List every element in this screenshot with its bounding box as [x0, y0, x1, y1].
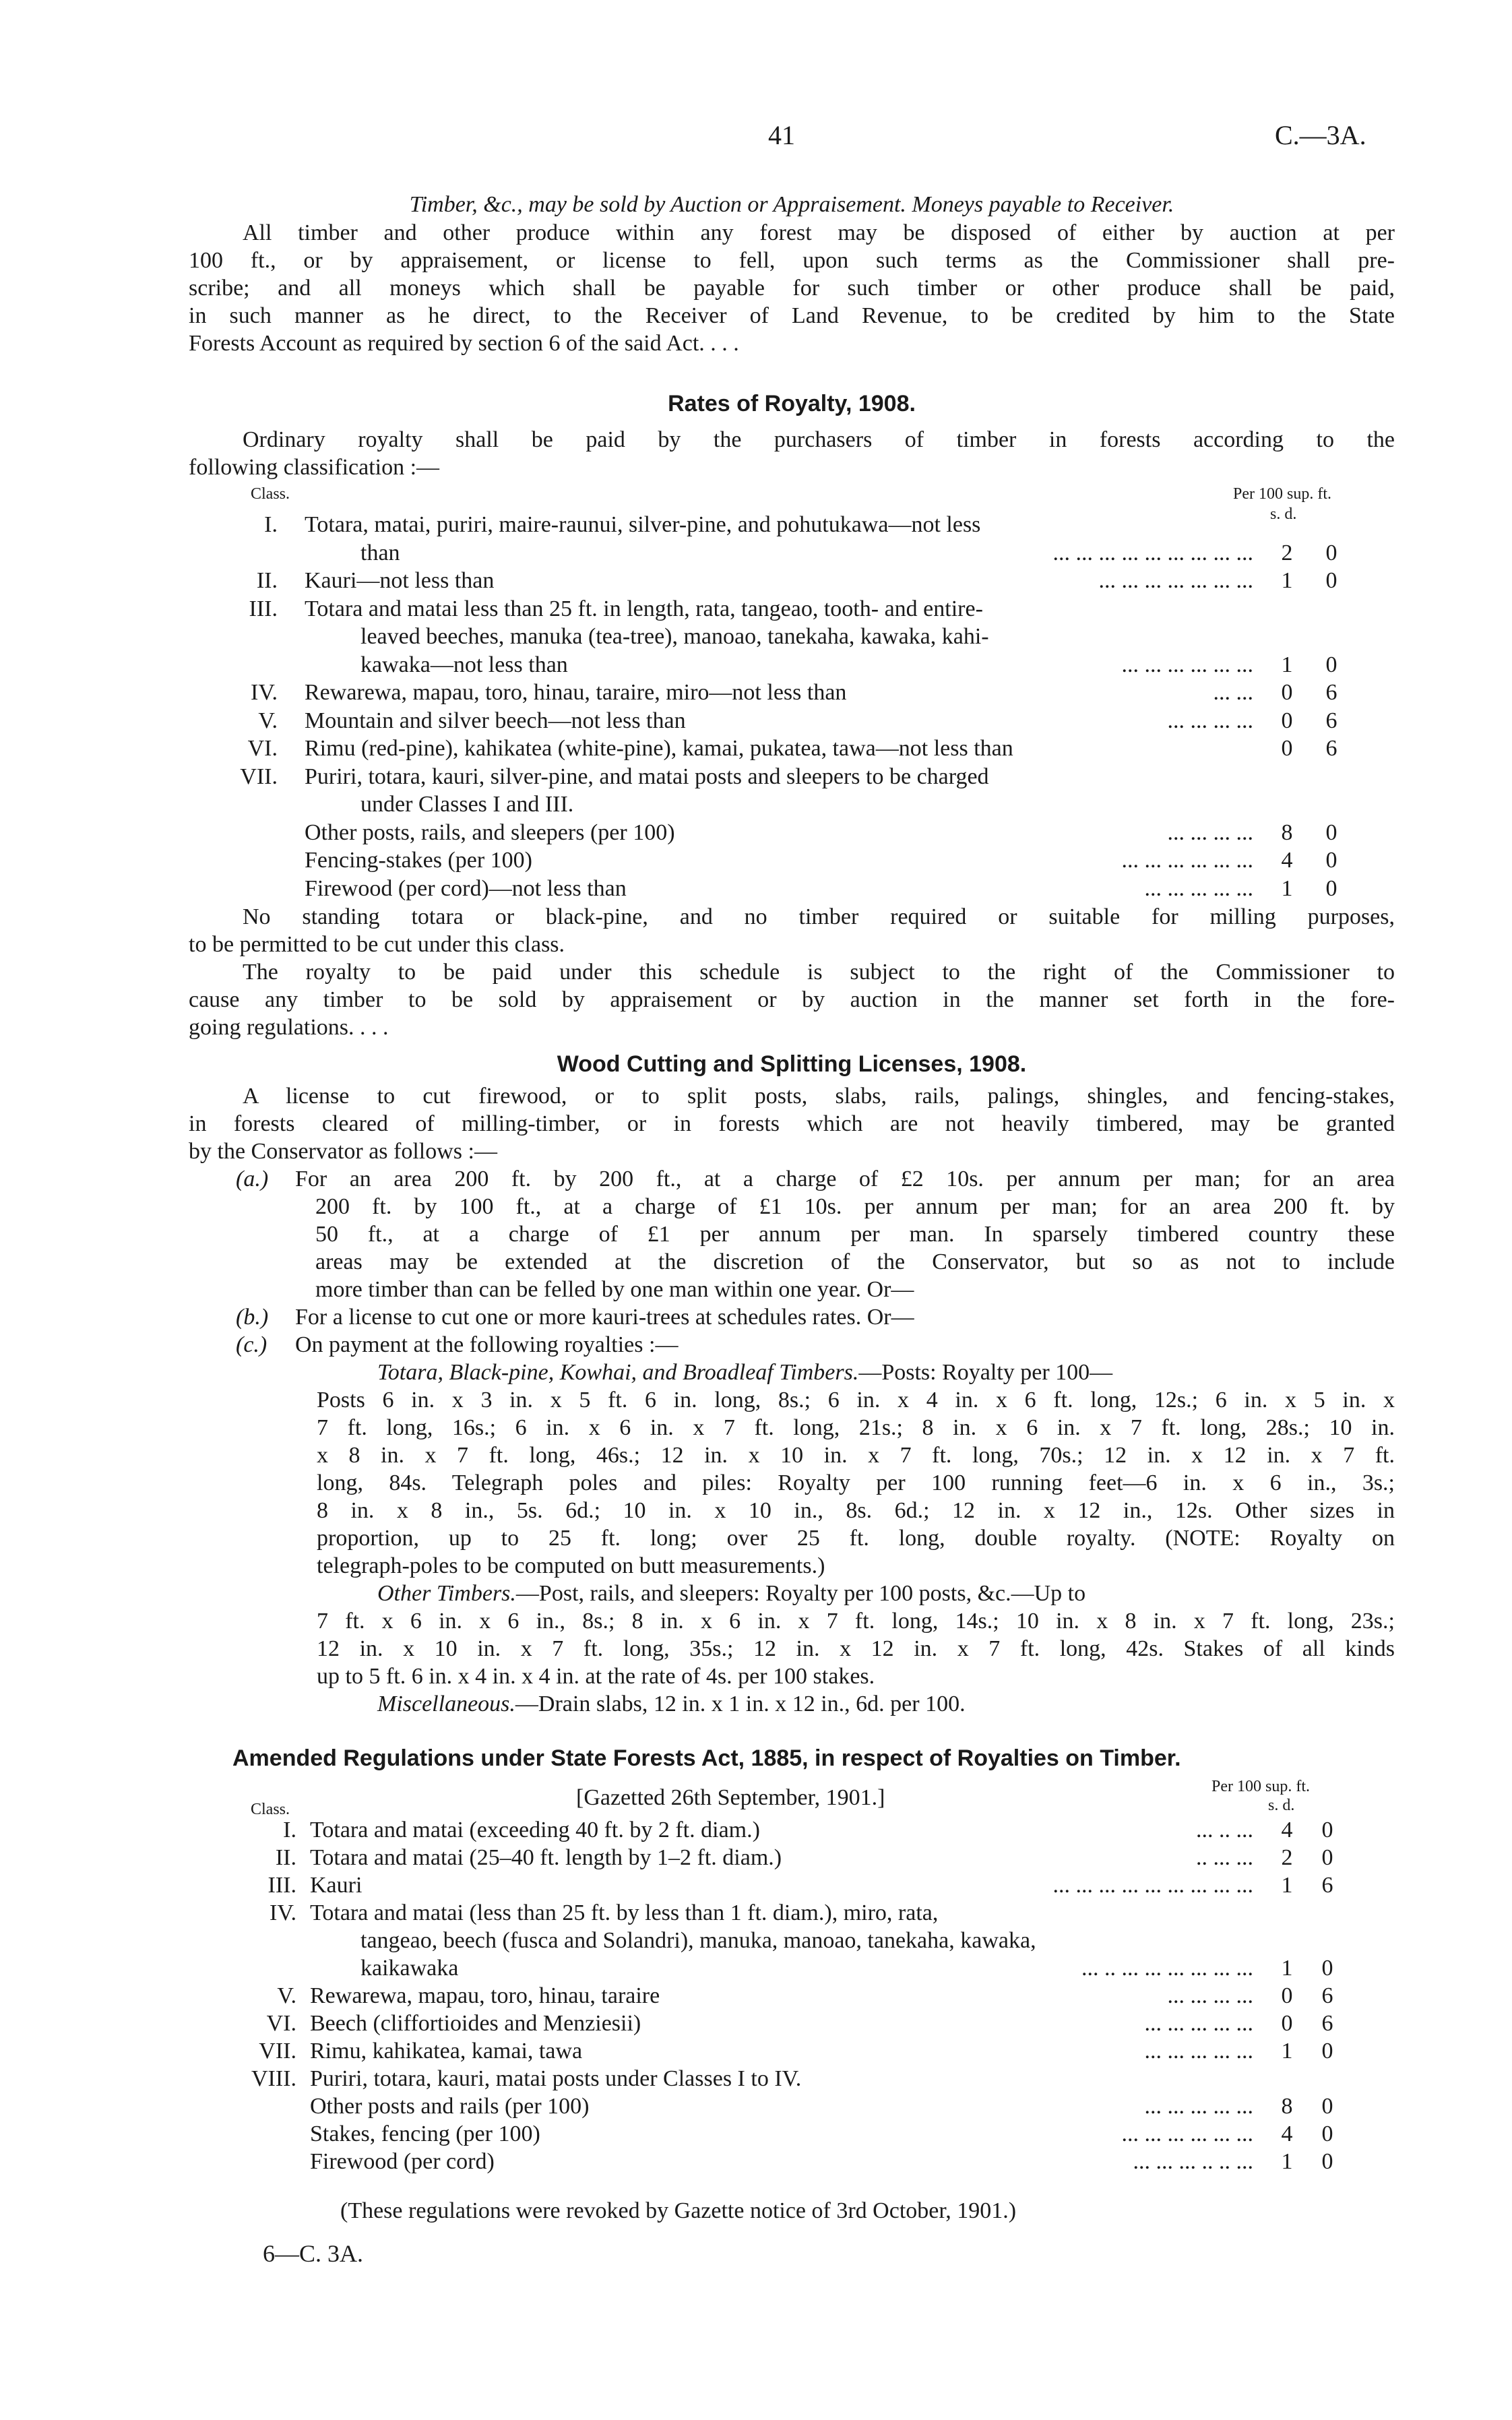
leader-dots: ... ... ... ... ...: [1144, 2011, 1253, 2036]
leader-dots: ... .. ...: [1196, 1818, 1253, 1842]
shillings-value: 0: [1281, 708, 1293, 733]
class-description: leaved beeches, manuka (tea-tree), manoao, tanekaha, kawaka, kahi-: [360, 624, 989, 649]
pence-value: 0: [1321, 2039, 1333, 2064]
class-column-label: Class.: [251, 1801, 290, 1818]
class-column-label: Class.: [251, 485, 290, 503]
pence-value: 6: [1325, 680, 1337, 705]
gazetted-date: [Gazetted 26th September, 1901.]: [576, 1785, 885, 1810]
paragraph-line: long, 84s. Telegraph poles and piles: Royalty per 100 running feet—6 in. x 6 in., 3s.;: [317, 1470, 1395, 1495]
leader-dots: ... ... ... ... ...: [1144, 2094, 1253, 2119]
leader-dots: .. ... ...: [1196, 1845, 1253, 1870]
footer-reference: 6—C. 3A.: [263, 2240, 364, 2267]
wood-cutting-title: Wood Cutting and Splitting Licenses, 1908.: [557, 1051, 1027, 1077]
per-column-label: Per 100 sup. ft.: [1211, 1778, 1310, 1795]
leader-dots: ... ... ... ... ...: [1144, 875, 1253, 901]
revoked-note: (These regulations were revoked by Gazette notice of 3rd October, 1901.): [340, 2198, 1017, 2223]
miscellaneous-heading: Miscellaneous.: [377, 1692, 515, 1716]
paragraph-line: Ordinary royalty shall be paid by the purchasers of timber in forests according to the: [243, 427, 1395, 452]
class-number: VII.: [259, 2039, 296, 2064]
paragraph-line: proportion, up to 25 ft. long; over 25 ft. long, double royalty. (NOTE: Royalty on: [317, 1526, 1395, 1551]
extra-item-label: Other posts and rails (per 100): [310, 2094, 590, 2119]
paragraph-line: scribe; and all moneys which shall be payable for such timber or other produce shall be paid,: [189, 276, 1395, 301]
paragraph-line: in forests cleared of milling-timber, or in forests which are not heavily timbered, may be granted: [189, 1111, 1395, 1136]
pence-value: 0: [1321, 1956, 1333, 1981]
royalty-paragraph: [189, 958, 1395, 1041]
rates-title: Rates of Royalty, 1908.: [668, 391, 916, 416]
shillings-value: 1: [1281, 875, 1293, 901]
pence-value: 6: [1321, 2011, 1333, 2036]
class-description: than: [360, 540, 400, 565]
class-description: Totara and matai (exceeding 40 ft. by 2 ft. diam.): [310, 1818, 760, 1842]
shillings-value: 0: [1281, 736, 1293, 761]
paragraph-line: x 8 in. x 7 ft. long, 46s.; 12 in. x 10 in. x 7 ft. long, 70s.; 12 in. x 12 in. x 7 ft.: [317, 1443, 1395, 1468]
class-number: VI.: [247, 736, 278, 761]
paragraph-line: Forests Account as required by section 6 of the said Act. . . .: [189, 331, 739, 356]
paragraph-line: to be permitted to be cut under this class.: [189, 932, 565, 957]
class-number: VIII.: [251, 2066, 296, 2091]
page-number: 41: [768, 120, 795, 150]
other-timbers-first-line: —Post, rails, and sleepers: Royalty per 100 posts, &c.—Up to: [515, 1581, 1086, 1606]
class-number: VI.: [266, 2011, 296, 2036]
extra-item-label: Firewood (per cord)—not less than: [305, 875, 627, 901]
shillings-value: 2: [1281, 540, 1293, 565]
class-description: Rimu, kahikatea, kamai, tawa: [310, 2039, 583, 2064]
pence-value: 0: [1325, 819, 1337, 845]
paragraph-line: 12 in. x 10 in. x 7 ft. long, 35s.; 12 in. x 12 in. x 7 ft. long, 42s. Stakes of all kinds: [317, 1636, 1395, 1661]
class-number: IV.: [270, 1900, 296, 1925]
shillings-value: 0: [1281, 680, 1293, 705]
class-description: Totara, matai, puriri, maire-raunui, silver-pine, and pohutukawa—not less: [305, 512, 981, 537]
paragraph-line: telegraph-poles to be computed on butt measurements.): [317, 1553, 825, 1578]
leader-dots: ... ... ... ...: [1167, 1983, 1253, 2008]
shillings-value: 0: [1281, 2011, 1293, 2036]
pence-value: 0: [1321, 2149, 1333, 2174]
leader-dots: ... ... ... ...: [1167, 819, 1253, 845]
class-number: I.: [264, 512, 278, 537]
paragraph-line: by the Conservator as follows :—: [189, 1139, 497, 1164]
leader-dots: ... ... ... ... ... ... ...: [1098, 568, 1253, 593]
paragraph-line: All timber and other produce within any forest may be disposed of either by auction at per: [243, 220, 1395, 245]
paragraph-line: more timber than can be felled by one man within one year. Or—: [315, 1277, 914, 1302]
pence-value: 6: [1325, 736, 1337, 761]
class-description: Beech (cliffortioides and Menziesii): [310, 2011, 641, 2036]
leader-dots: ... ... ... ... ...: [1144, 2039, 1253, 2064]
amended-title: Amended Regulations under State Forests Act, 1885, in respect of Royalties on Timber.: [232, 1745, 1181, 1771]
pence-value: 6: [1325, 708, 1337, 733]
pence-value: 6: [1321, 1983, 1333, 2008]
class-description: Kauri: [310, 1873, 363, 1898]
extra-item-label: Other posts, rails, and sleepers (per 100): [305, 819, 675, 845]
totara-first-line: —Posts: Royalty per 100—: [858, 1360, 1113, 1385]
leader-dots: ... ... ... ... ... ... ... ... ...: [1052, 540, 1253, 565]
pence-value: 0: [1325, 652, 1337, 677]
shillings-value: 4: [1281, 1818, 1293, 1842]
class-number: IV.: [251, 680, 278, 705]
paragraph-line: [317, 1359, 1395, 1386]
class-number: I.: [283, 1818, 296, 1842]
class-number: II.: [256, 568, 278, 593]
miscellaneous: [377, 1690, 966, 1718]
other-timbers: [317, 1580, 1395, 1690]
paragraph-line: cause any timber to be sold by appraisement or by auction in the manner set forth in the fore-: [189, 987, 1395, 1012]
class-description: Totara and matai less than 25 ft. in length, rata, tangeao, tooth- and entire-: [305, 596, 983, 621]
wood-cutting-intro: [189, 1082, 1395, 1165]
leader-dots: ... ... ... ... ... ...: [1121, 848, 1253, 873]
paragraph-line: following classification :—: [189, 455, 440, 480]
shillings-value: 4: [1281, 848, 1293, 873]
pence-value: 0: [1325, 540, 1337, 565]
class-description: kaikawaka: [360, 1956, 459, 1981]
leader-dots: ... ... ... ... ... ...: [1121, 652, 1253, 677]
option-a-text: [290, 1165, 1395, 1303]
class-number: III.: [267, 1873, 296, 1898]
class-number: V.: [277, 1983, 296, 2008]
class-number: V.: [258, 708, 278, 733]
pence-value: 0: [1321, 2121, 1333, 2146]
shillings-value: 1: [1281, 568, 1293, 593]
shillings-value: 1: [1281, 2039, 1293, 2064]
shillings-value: 1: [1281, 1956, 1293, 1981]
leader-dots: ... ... ... .. .. ...: [1133, 2149, 1253, 2174]
paragraph-line: up to 5 ft. 6 in. x 4 in. x 4 in. at the rate of 4s. per 100 stakes.: [317, 1664, 875, 1689]
class-description: Rewarewa, mapau, toro, hinau, taraire, miro—not less than: [305, 680, 847, 705]
option-b-text: For a license to cut one or more kauri-trees at schedules rates. Or—: [295, 1305, 914, 1330]
leader-dots: ... ... ... ... ... ...: [1121, 2121, 1253, 2146]
sd-column-label: s. d.: [1268, 1797, 1295, 1814]
paragraph-line: 7 ft. long, 16s.; 6 in. x 6 in. x 7 ft. long, 21s.; 8 in. x 6 in. x 7 ft. long, 28s.; 10 in.: [317, 1415, 1395, 1440]
paragraph-line: 100 ft., or by appraisement, or license to fell, upon such terms as the Commissioner shall pre-: [189, 248, 1395, 273]
pence-value: 0: [1321, 2094, 1333, 2119]
paragraph-line: A license to cut firewood, or to split posts, slabs, rails, palings, shingles, and fencing-stakes,: [243, 1084, 1395, 1109]
paragraph-line: 8 in. x 8 in., 5s. 6d.; 10 in. x 10 in., 8s. 6d.; 12 in. x 12 in., 12s. Other sizes in: [317, 1498, 1395, 1523]
leader-dots: ... ...: [1213, 680, 1253, 705]
paragraph-line: No standing totara or black-pine, and no timber required or suitable for milling purposes,: [243, 904, 1395, 929]
class-description: under Classes I and III.: [360, 792, 574, 817]
pence-value: 0: [1321, 1845, 1333, 1870]
class-description: Totara and matai (less than 25 ft. by less than 1 ft. diam.), miro, rata,: [310, 1900, 939, 1925]
paragraph-line: 200 ft. by 100 ft., at a charge of £1 10s. per annum per man; for an area 200 ft. by: [315, 1194, 1395, 1219]
extra-item-label: Stakes, fencing (per 100): [310, 2121, 540, 2146]
extra-item-label: Fencing-stakes (per 100): [305, 848, 533, 873]
pence-value: 0: [1325, 848, 1337, 873]
totara-royalties: [317, 1359, 1395, 1580]
class-description: Mountain and silver beech—not less than: [305, 708, 686, 733]
shillings-value: 0: [1281, 1983, 1293, 2008]
shillings-value: 1: [1281, 1873, 1293, 1898]
shillings-value: 4: [1281, 2121, 1293, 2146]
pence-value: 0: [1325, 568, 1337, 593]
leader-dots: ... ... ... ...: [1167, 708, 1253, 733]
class-description: Totara and matai (25–40 ft. length by 1–2 ft. diam.): [310, 1845, 782, 1870]
paragraph-line: 50 ft., at a charge of £1 per annum per man. In sparsely timbered country these: [315, 1222, 1395, 1247]
timber-heading: Timber, &c., may be sold by Auction or Appraisement. Moneys payable to Receiver.: [409, 192, 1174, 217]
class-number: VII.: [240, 764, 278, 789]
pence-value: 0: [1325, 875, 1337, 901]
other-timbers-heading: Other Timbers.: [377, 1581, 516, 1606]
totara-heading: Totara, Black-pine, Kowhai, and Broadleaf Timbers.: [377, 1360, 859, 1385]
option-a-label: (a.): [236, 1167, 269, 1191]
option-c-text: On payment at the following royalties :—: [295, 1332, 679, 1357]
miscellaneous-text: —Drain slabs, 12 in. x 1 in. x 12 in., 6d. per 100.: [515, 1692, 966, 1716]
class-number: III.: [249, 596, 278, 621]
paragraph-line: 7 ft. x 6 in. x 6 in., 8s.; 8 in. x 6 in. x 7 ft. long, 14s.; 10 in. x 8 in. x 7 ft. long, 23s.;: [317, 1609, 1395, 1634]
no-standing-paragraph: [189, 903, 1395, 958]
class-description: Puriri, totara, kauri, matai posts under Classes I to IV.: [310, 2066, 802, 2091]
shillings-value: 8: [1281, 819, 1293, 845]
class-description: Rimu (red-pine), kahikatea (white-pine), kamai, pukatea, tawa—not less than: [305, 736, 1013, 761]
option-b-label: (b.): [236, 1305, 269, 1330]
option-c-label: (c.): [236, 1332, 267, 1357]
class-description: tangeao, beech (fusca and Solandri), manuka, manoao, tanekaha, kawaka,: [360, 1928, 1036, 1953]
sd-column-label: s. d.: [1270, 505, 1297, 523]
pence-value: 6: [1321, 1873, 1333, 1898]
class-number: II.: [275, 1845, 296, 1870]
class-description: Rewarewa, mapau, toro, hinau, taraire: [310, 1983, 660, 2008]
class-description: kawaka—not less than: [360, 652, 568, 677]
leader-dots: ... .. ... ... ... ... ... ...: [1081, 1956, 1253, 1981]
paragraph-line: [317, 1580, 1395, 1607]
shillings-value: 1: [1281, 2149, 1293, 2174]
shillings-value: 8: [1281, 2094, 1293, 2119]
per-column-label: Per 100 sup. ft.: [1233, 485, 1331, 503]
leader-dots: ... ... ... ... ... ... ... ... ...: [1052, 1873, 1253, 1898]
class-description: Puriri, totara, kauri, silver-pine, and matai posts and sleepers to be charged: [305, 764, 989, 789]
timber-paragraph: [189, 219, 1395, 357]
shillings-value: 2: [1281, 1845, 1293, 1870]
paragraph-line: The royalty to be paid under this schedule is subject to the right of the Commissioner to: [243, 960, 1395, 985]
paragraph-line: Posts 6 in. x 3 in. x 5 ft. 6 in. long, 8s.; 6 in. x 4 in. x 6 ft. long, 12s.; 6 in. x 5 in. x: [317, 1388, 1395, 1413]
document-reference: C.—3A.: [1275, 120, 1366, 150]
shillings-value: 1: [1281, 652, 1293, 677]
rates-intro: [189, 426, 1395, 481]
class-description: Kauri—not less than: [305, 568, 495, 593]
pence-value: 0: [1321, 1818, 1333, 1842]
paragraph-line: in such manner as he direct, to the Receiver of Land Revenue, to be credited by him to the State: [189, 303, 1395, 328]
extra-item-label: Firewood (per cord): [310, 2149, 495, 2174]
paragraph-line: areas may be extended at the discretion of the Conservator, but so as not to include: [315, 1249, 1395, 1274]
paragraph-line: going regulations. . . .: [189, 1015, 389, 1040]
paragraph-line: For an area 200 ft. by 200 ft., at a charge of £2 10s. per annum per man; for an area: [295, 1167, 1395, 1191]
